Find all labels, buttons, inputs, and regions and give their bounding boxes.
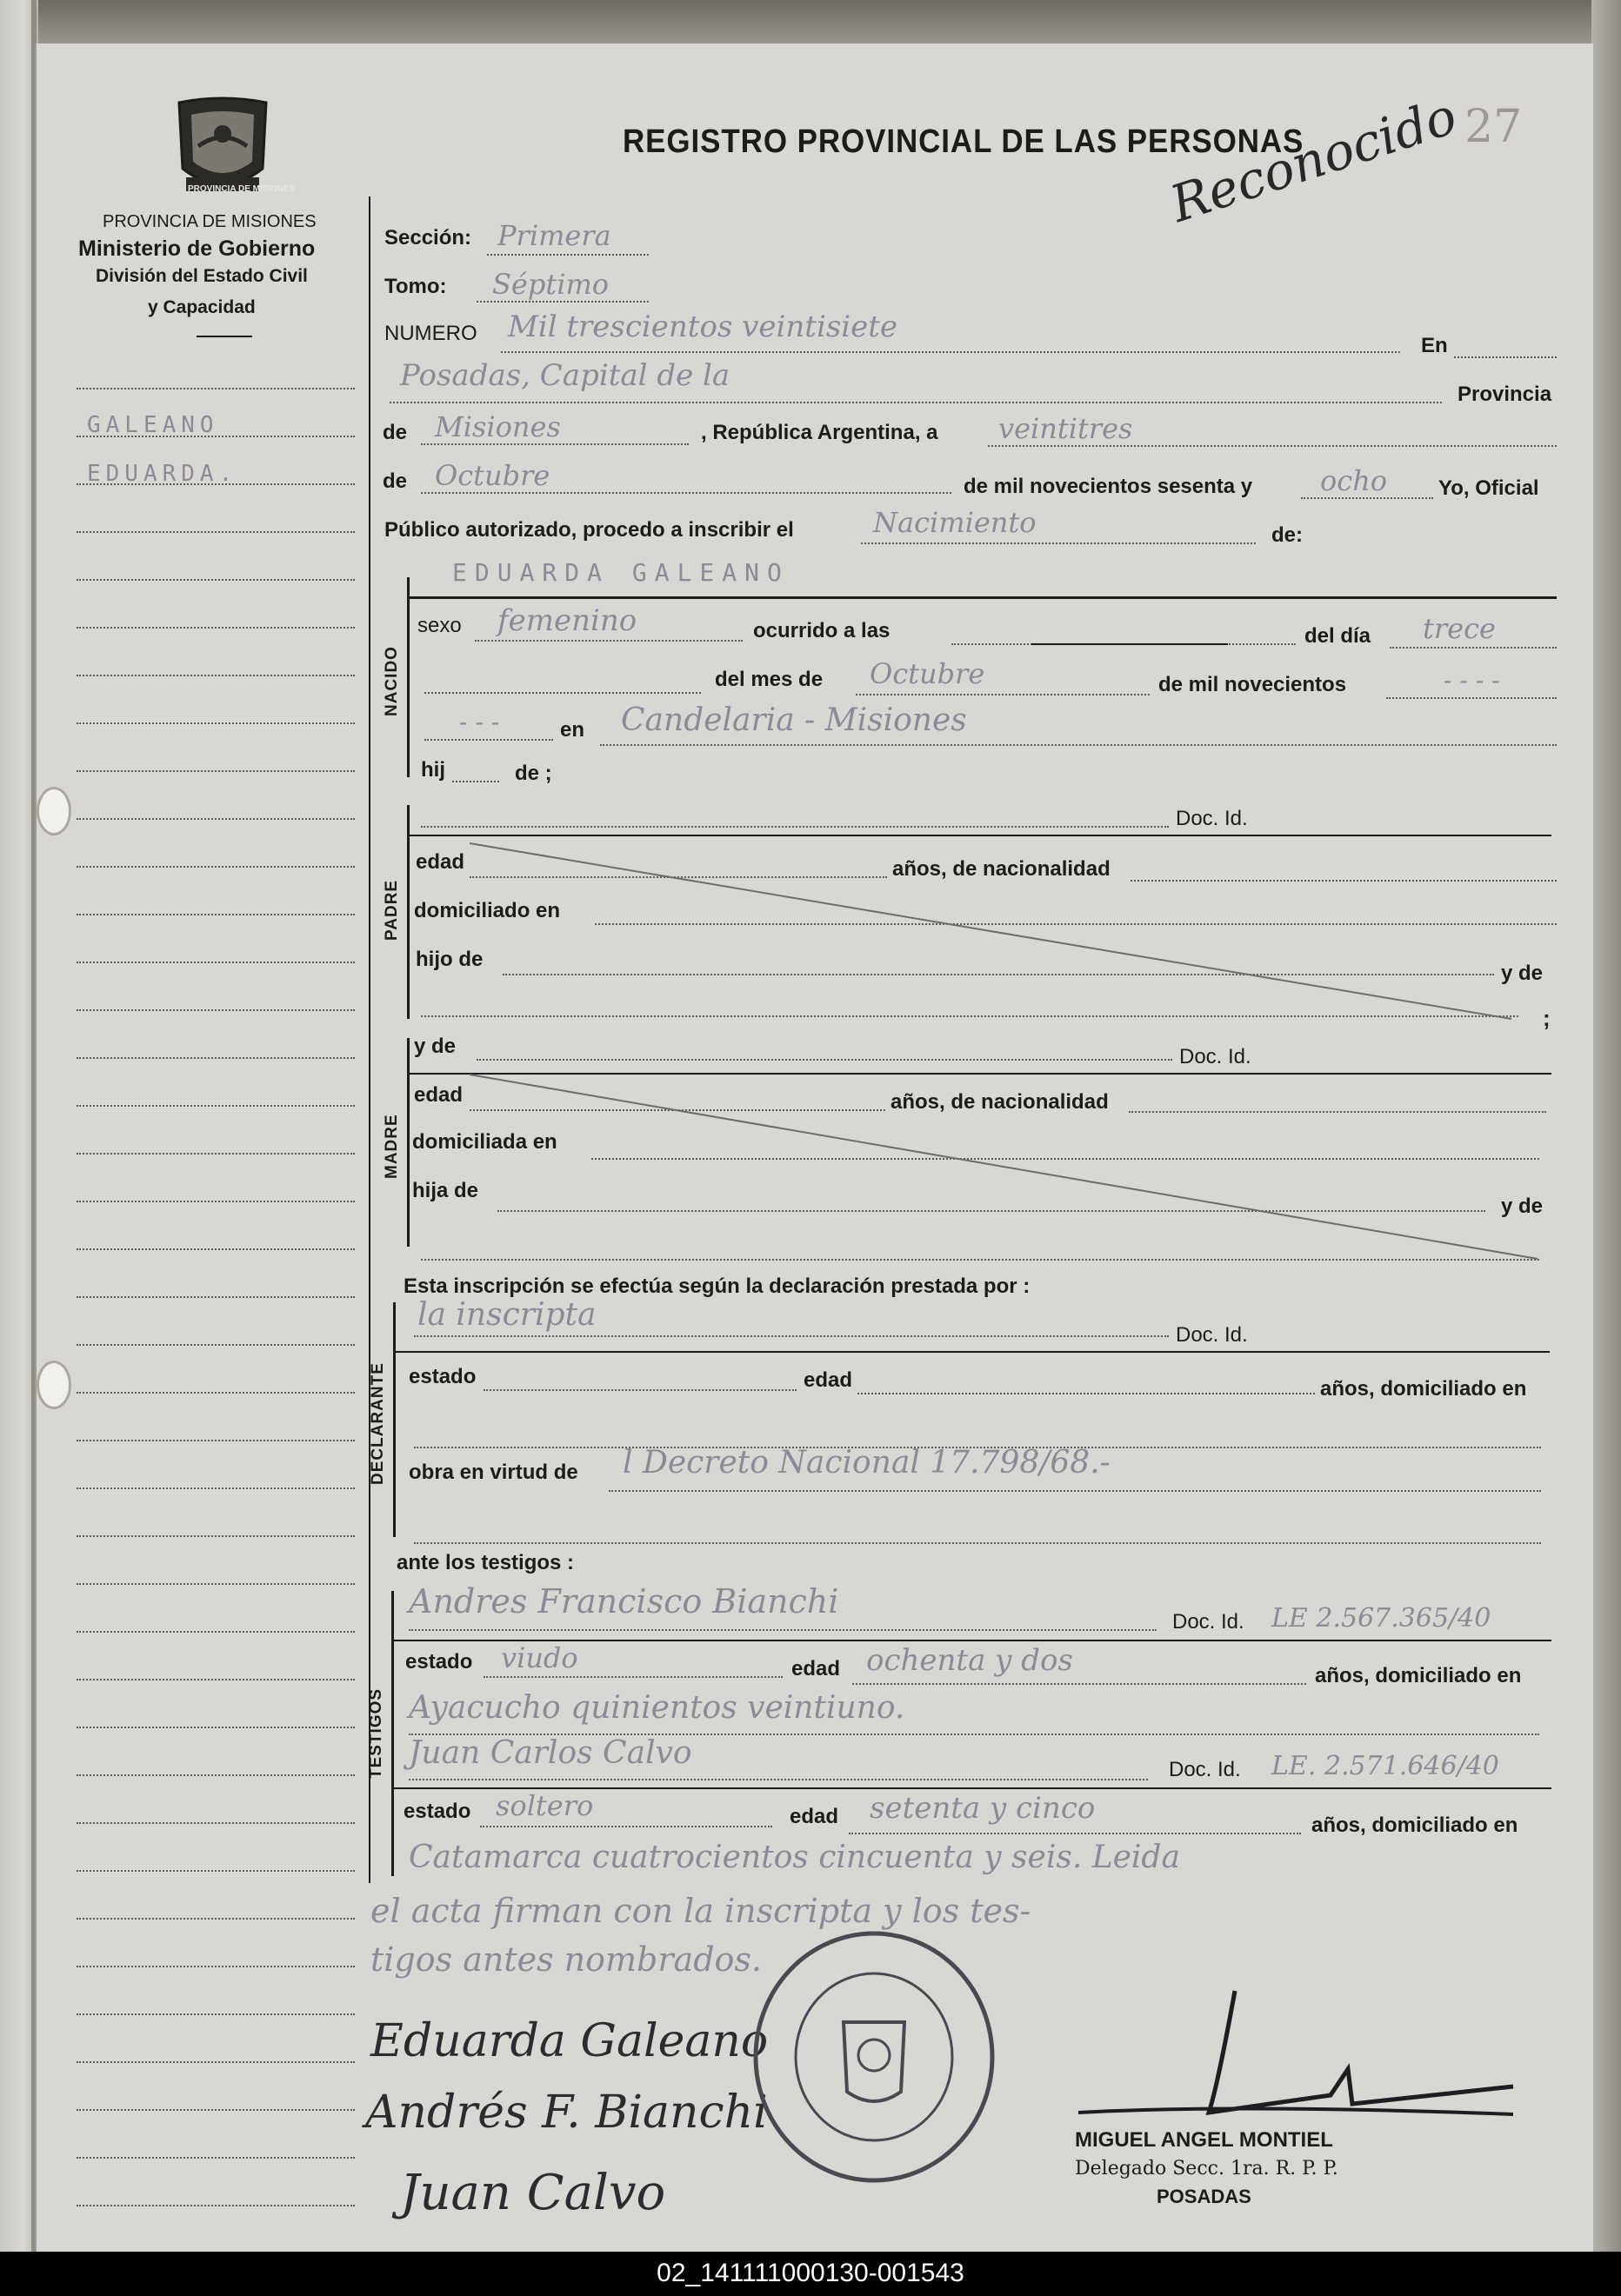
padre-cancel-stroke-icon [470, 842, 1513, 1024]
nacido-en-label: en [560, 718, 585, 742]
witness2-estado-label: estado [404, 1800, 471, 1823]
margin-ruled-line [77, 1248, 355, 1250]
division-heading: División del Estado Civil [96, 266, 308, 286]
obra-line-2 [414, 1542, 1541, 1544]
nacido-year-line [1386, 697, 1557, 699]
margin-ruled-line [77, 388, 355, 389]
sexo-value: femenino [497, 603, 637, 638]
handwritten-annotation-icon: Reconocido [1163, 86, 1464, 234]
image-id-bar [0, 2252, 1621, 2296]
year-line [1301, 497, 1433, 499]
witness1-edad-line [852, 1683, 1306, 1685]
declarante-intro: Esta inscripción se efectúa según la declaración prestada por : [404, 1274, 1031, 1298]
witness2-doc-label: Doc. Id. [1169, 1758, 1241, 1781]
madre-section-label: MADRE [383, 1114, 401, 1179]
signature-registrant: Eduarda Galeano [370, 2015, 769, 2067]
dia-value: trece [1423, 612, 1496, 645]
witness1-edad: ochenta y dos [866, 1643, 1073, 1678]
obra-label: obra en virtud de [409, 1461, 578, 1484]
numero-line [501, 351, 1400, 353]
margin-ruled-line [77, 1870, 355, 1872]
madre-yde-label: y de [414, 1035, 457, 1058]
en-blank: - - - [459, 708, 500, 736]
declarante-doc-label: Doc. Id. [1176, 1323, 1248, 1347]
margin-ruled-line [77, 1535, 355, 1537]
binder-hole-top [37, 787, 71, 835]
margin-ruled-line [77, 579, 355, 581]
binder-hole-bottom [37, 1361, 71, 1409]
obra-line [609, 1490, 1541, 1492]
de-label: de [383, 421, 408, 444]
declarante-name-line [414, 1335, 1169, 1337]
witness1-dom-label: años, domiciliado en [1315, 1664, 1522, 1687]
testigos-section-label: TESTIGOS [367, 1687, 385, 1779]
dia-line [1390, 647, 1557, 649]
tomo-value: Séptimo [492, 268, 610, 301]
witness2-edad-line [849, 1833, 1301, 1834]
margin-given-name: EDUARDA. [87, 461, 238, 487]
margin-surname: GALEANO [87, 412, 219, 438]
witness2-edad: setenta y cinco [870, 1791, 1096, 1826]
madre-edad-label: edad [414, 1083, 464, 1107]
republica-label: , República Argentina, a [701, 421, 938, 444]
birth-place-value: Candelaria - Misiones [621, 702, 967, 738]
declarante-section-label: DECLARANTE [369, 1362, 387, 1485]
de2-label: de [383, 469, 408, 493]
year-value: ocho [1320, 464, 1388, 497]
place-value: Posadas, Capital de la [400, 358, 730, 393]
margin-ruled-line [77, 1966, 355, 1967]
margin-ruled-line [77, 866, 355, 868]
image-id-text: 02_141111000130-001543 [657, 2259, 964, 2287]
margin-ruled-line [77, 1009, 355, 1011]
page-number: 27 [1464, 101, 1523, 153]
margin-ruled-line [77, 1679, 355, 1680]
heading-divider [197, 336, 252, 337]
signature-witness-1: Andrés F. Bianchi [365, 2086, 768, 2139]
witness1-name: Andres Francisco Bianchi [409, 1582, 839, 1621]
month-value: Octubre [435, 459, 550, 492]
page-top-shadow [0, 0, 1621, 45]
witness2-dom: Catamarca cuatrocientos cincuenta y seis. Leida [409, 1840, 1180, 1875]
ministry-heading: Ministerio de Gobierno [78, 236, 316, 261]
padre-yde-label: y de [1501, 962, 1544, 985]
madre-hija-label: hija de [412, 1179, 479, 1202]
hij-line [452, 781, 499, 782]
madre-nacionalidad-label: años, de nacionalidad [891, 1090, 1109, 1114]
signature-witness-2: Juan Calvo [400, 2165, 666, 2221]
margin-ruled-line [77, 1201, 355, 1202]
madre-doc-label: Doc. Id. [1179, 1045, 1251, 1068]
witness2-edad-label: edad [790, 1805, 839, 1828]
margin-ruled-line [77, 627, 355, 629]
witness1-estado: viudo [501, 1641, 578, 1674]
hij-de-label: de ; [515, 762, 552, 785]
mes-value: Octubre [870, 657, 985, 690]
margin-ruled-line [77, 1583, 355, 1585]
month-line [421, 492, 951, 494]
mes-line [856, 694, 1150, 695]
witness1-doc: LE 2.567.365/40 [1271, 1603, 1491, 1634]
nacido-year-blank: - - - - [1444, 666, 1500, 695]
margin-ruled-line [77, 2013, 355, 2015]
tomo-label: Tomo: [384, 275, 447, 298]
en-label: En [1421, 334, 1448, 357]
act-value: Nacimiento [873, 506, 1037, 539]
province-value: Misiones [435, 410, 561, 443]
place-line [390, 402, 1442, 403]
crest-label: PROVINCIA DE MISIONES [188, 184, 296, 194]
padre-bracket [407, 805, 410, 1019]
official-seal-icon [748, 1927, 1000, 2187]
padre-nacionalidad-label: años, de nacionalidad [892, 857, 1111, 881]
padre-semicolon: ; [1543, 1005, 1551, 1031]
main-vertical-rule [369, 196, 370, 1883]
padre-edad-label: edad [416, 850, 465, 874]
numero-value: Mil trescientos veintisiete [508, 309, 898, 344]
witness1-estado-label: estado [405, 1650, 473, 1674]
division-heading-2: y Capacidad [148, 297, 256, 317]
padre-domicilio-label: domiciliado en [414, 899, 561, 922]
en-lead-line [424, 739, 553, 741]
testigos-intro: ante los testigos : [397, 1551, 575, 1574]
birth-place-line [600, 744, 1557, 746]
del-dia-label: del día [1304, 624, 1371, 648]
official-title: Delegado Secc. 1ra. R. P. P. [1075, 2158, 1338, 2180]
witness1-dom: Ayacucho quinientos veintiuno. [409, 1690, 905, 1726]
obra-value: l Decreto Nacional 17.798/68.- [623, 1445, 1111, 1481]
margin-ruled-line [77, 1153, 355, 1155]
margin-ruled-line [77, 1105, 355, 1107]
hij-label: hij [421, 758, 445, 782]
nacido-name-rule [407, 596, 1557, 599]
sexo-label: sexo [417, 614, 462, 637]
page-right-edge [1591, 0, 1621, 2252]
margin-ruled-line [77, 962, 355, 963]
nacido-name: EDUARDA GALEANO [452, 558, 790, 587]
mes-lead-line [424, 692, 701, 694]
province-heading: PROVINCIA DE MISIONES [103, 212, 317, 231]
margin-ruled-line [77, 1487, 355, 1489]
declarante-edad-label: edad [804, 1368, 853, 1392]
tomo-line [477, 301, 649, 303]
madre-bracket [407, 1038, 410, 1247]
en-line [1454, 356, 1557, 358]
day-line [988, 445, 1557, 447]
margin-ruled-line [77, 2205, 355, 2206]
margin-ruled-line [77, 722, 355, 724]
de3-label: de: [1271, 523, 1303, 547]
padre-section-label: PADRE [383, 879, 401, 941]
witness2-estado-line [480, 1826, 772, 1827]
margin-ruled-line [77, 1822, 355, 1824]
provincia-label: Provincia [1458, 383, 1552, 406]
margin-ruled-line [77, 1392, 355, 1394]
sexo-line [475, 640, 743, 642]
hour-strike [1031, 643, 1228, 645]
yo-label: Yo, Oficial [1438, 476, 1539, 500]
margin-ruled-line [77, 1057, 355, 1059]
margin-ruled-line [77, 531, 355, 533]
madre-name-line [477, 1059, 1172, 1061]
closing-line-1: el acta firman con la inscripta y los tes- [370, 1892, 1031, 1930]
seccion-label: Sección: [384, 226, 472, 250]
numero-label: NUMERO [384, 322, 477, 345]
publico-label: Público autorizado, procedo a inscribir el [384, 518, 794, 542]
witness1-edad-label: edad [791, 1657, 841, 1680]
seccion-value: Primera [497, 219, 611, 252]
declarante-estado-label: estado [409, 1365, 477, 1388]
province-line [421, 443, 689, 445]
witness1-estado-line [484, 1676, 783, 1678]
declarante-domicilio-label: años, domiciliado en [1320, 1377, 1527, 1401]
nacido-bracket [407, 577, 410, 777]
margin-ruled-line [77, 1631, 355, 1633]
margin-ruled-line [77, 1296, 355, 1298]
nacido-section-label: NACIDO [383, 646, 401, 716]
margin-ruled-line [77, 1344, 355, 1346]
margin-ruled-line [77, 1774, 355, 1776]
witness2-name: Juan Carlos Calvo [409, 1735, 692, 1771]
official-signature-icon [1061, 1982, 1531, 2139]
margin-ruled-line [77, 675, 355, 676]
testigos-bracket [391, 1591, 394, 1876]
act-line [861, 542, 1256, 544]
declarante-name: la inscripta [417, 1297, 597, 1333]
margin-ruled-line [77, 818, 355, 820]
official-city: POSADAS [1157, 2186, 1251, 2207]
madre-cancel-stroke-icon [470, 1073, 1539, 1264]
padre-top-rule [407, 835, 1551, 836]
padre-hijo-label: hijo de [416, 948, 484, 971]
declarante-top-rule [393, 1351, 1550, 1353]
madre-domicilio-label: domiciliada en [412, 1130, 557, 1154]
margin-ruled-line [77, 1727, 355, 1728]
official-name: MIGUEL ANGEL MONTIEL [1075, 2128, 1333, 2152]
witness1-doc-label: Doc. Id. [1172, 1610, 1244, 1634]
witness2-name-line [409, 1779, 1148, 1780]
nacido-mil-label: de mil novecientos [1158, 673, 1347, 696]
declarante-edad-line [857, 1393, 1315, 1394]
margin-ruled-line [77, 2157, 355, 2159]
margin-ruled-line [77, 1440, 355, 1441]
del-mes-label: del mes de [715, 668, 824, 691]
madre-yde2-label: y de [1501, 1195, 1544, 1218]
declarante-estado-line [484, 1389, 797, 1391]
padre-doc-label: Doc. Id. [1176, 807, 1248, 830]
closing-line-2: tigos antes nombrados. [370, 1940, 762, 1979]
margin-ruled-line [77, 914, 355, 915]
page-title: REGISTRO PROVINCIAL DE LAS PERSONAS [623, 123, 1304, 160]
ocurrido-label: ocurrido a las [753, 619, 891, 642]
margin-ruled-line [77, 2109, 355, 2111]
day-value: veintitres [998, 412, 1133, 445]
mil-label: de mil novecientos sesenta y [964, 475, 1253, 498]
witness2-estado: soltero [496, 1789, 594, 1822]
witness2-dom-label: años, domiciliado en [1311, 1814, 1518, 1837]
margin-ruled-line [77, 2061, 355, 2063]
margin-ruled-line [77, 1918, 355, 1920]
witness1-name-line [409, 1629, 1157, 1631]
declarante-bracket [393, 1302, 396, 1537]
margin-ruled-line [77, 770, 355, 772]
witness2-doc: LE. 2.571.646/40 [1271, 1751, 1499, 1781]
padre-name-line [421, 826, 1169, 828]
seccion-line [487, 254, 649, 256]
